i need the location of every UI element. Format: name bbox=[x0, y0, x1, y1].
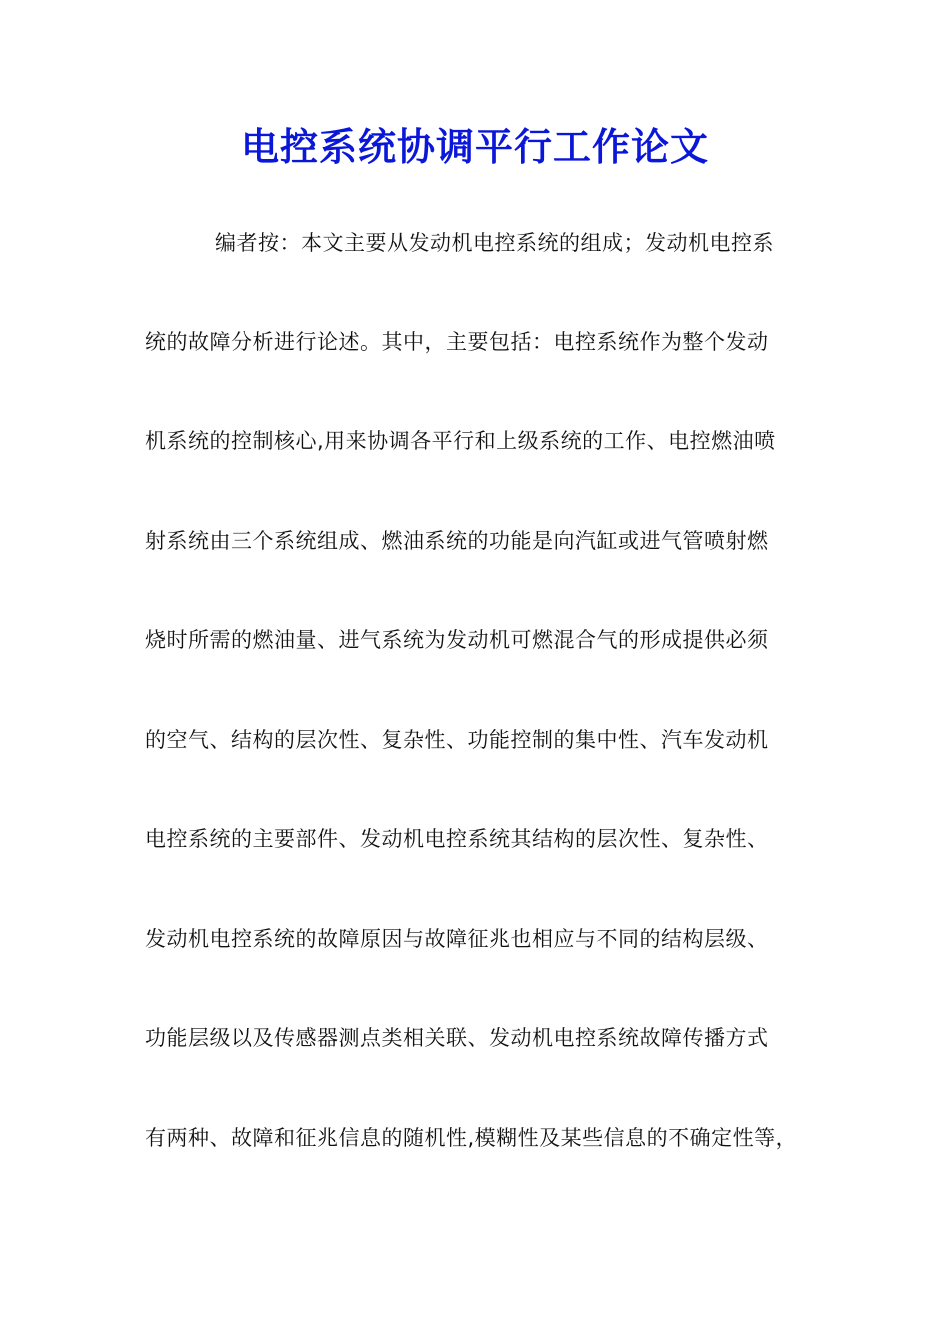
paragraph-line: 射系统由三个系统组成、燃油系统的功能是向汽缸或进气管喷射燃 bbox=[145, 529, 769, 553]
paragraph-line: 功能层级以及传感器测点类相关联、发动机电控系统故障传播方式 bbox=[145, 1026, 769, 1050]
paragraph-line: 发动机电控系统的故障原因与故障征兆也相应与不同的结构层级、 bbox=[145, 927, 769, 951]
document-title: 电控系统协调平行工作论文 bbox=[240, 124, 709, 169]
paragraph-line: 编者按：本文主要从发动机电控系统的组成；发动机电控系 bbox=[215, 231, 774, 255]
paragraph-line: 的空气、结构的层次性、复杂性、功能控制的集中性、汽车发动机 bbox=[145, 728, 769, 752]
paragraph-line: 烧时所需的燃油量、进气系统为发动机可燃混合气的形成提供必须 bbox=[145, 628, 769, 652]
paragraph-line: 统的故障分析进行论述。其中，主要包括：电控系统作为整个发动 bbox=[145, 330, 769, 354]
paragraph-line: 电控系统的主要部件、发动机电控系统其结构的层次性、复杂性、 bbox=[145, 827, 769, 851]
paragraph-line: 机系统的控制核心,用来协调各平行和上级系统的工作、电控燃油喷 bbox=[145, 429, 776, 453]
paragraph-line: 有两种、故障和征兆信息的随机性,模糊性及某些信息的不确定性等， bbox=[145, 1126, 798, 1150]
